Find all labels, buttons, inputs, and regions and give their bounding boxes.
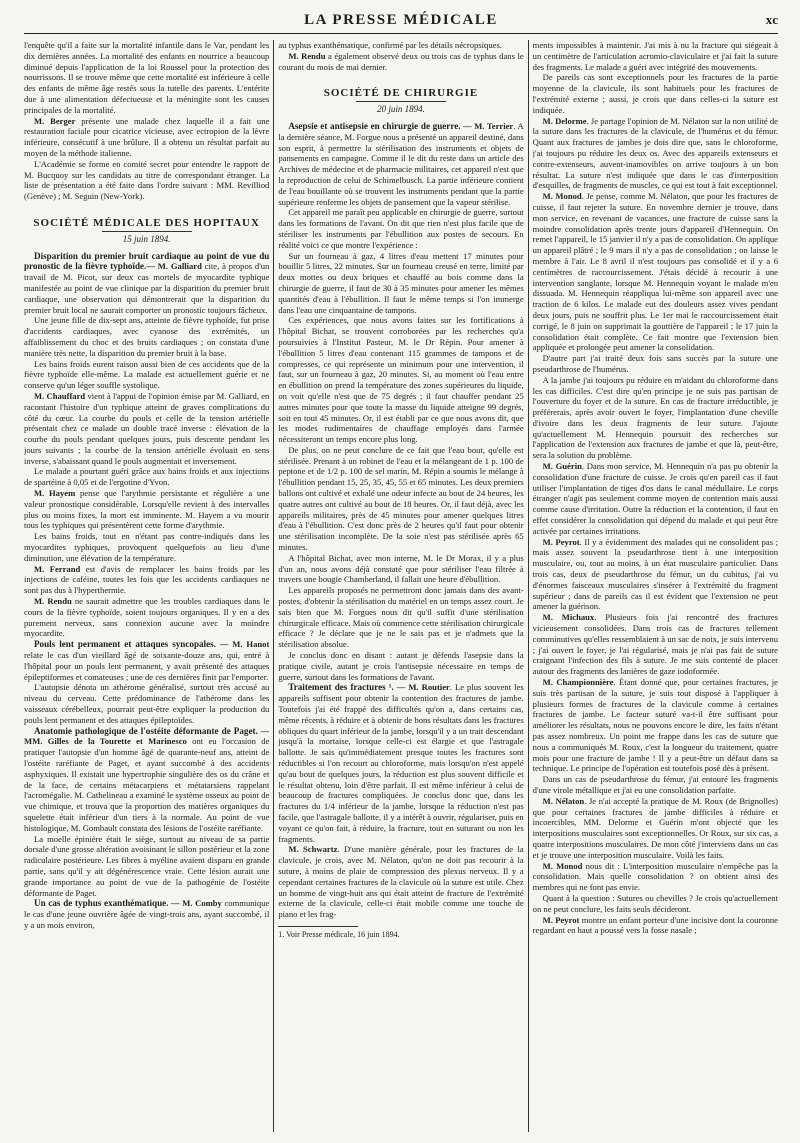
paragraph [533,461,778,537]
paragraph-text: Je conclus donc en disant : autant je défends l'asepsie dans la pratique civile, autant je crois l'antisepsie nécessaire en temps de guerre, surtout dans les formations de l'avant. [278,650,524,682]
paragraph [278,844,523,920]
paragraph [278,51,523,73]
session-date: 20 juin 1894. [377,104,425,115]
paragraph-text: . D'une manière générale, pour les fractures de la clavicule, je crois, avec M. Nélaton, qu'on ne doit pas recourir à la suture, à moins de plaie de compression des plexus nerveux. Il y a cependant certaines fractures de la clavicule où la suture est utile. Chez un homme de vingt-huit ans qui était atteint de fracture de l'extrémité externe de la clavicule, celle-ci était mobile comme une touche de piano et les frag- [278,844,524,920]
paragraph [24,596,269,639]
paragraph-text: Le malade a pourtant guéri grâce aux bains froids et aux injections de spartéine à 0,05 et de l'ergotine d'Yvon. [24,466,270,488]
paragraph-text: L'autopsie dénota un athérome généralisé, surtout très accusé au niveau du cerveau. Cette prédominance de l'athérome dans les vaisseaux cérébelleux, pourrait peut-être expliquer la production du pouls lent permanent et des attaques épileptoïdes. [24,682,270,725]
paragraph [533,72,778,115]
paragraph-text: A l'hôpital Bichat, avec mon interne, M. le Dr Morax, il y a plus d'un an, nous avons déjà constaté que pour stériliser l'eau filtrée à travers une bougie Chamberland, il fallait une heure d'ébullition. [278,552,524,585]
text-columns [24,40,778,1132]
paragraph-text: présente une malade chez laquelle il a fait une restauration faciale pour cicatrice vicieuse, avec ectropion de la lèvre inférieure, consécutif à une brûlure. Il a obtenu un résultat parfait au moyen de la méthode italienne. [24,115,270,158]
speaker-name: M. Chauffard [34,390,86,401]
speaker-name: — M. Comby [168,898,222,909]
journal-title: LA PRESSE MÉDICALE [304,12,498,28]
paragraph-text: vient à l'appui de l'opinion émise par M. Galliard, en racontant l'histoire d'un typhique atteint de graves complications du côté du cœur. La courbe du pouls et celle de la tension artérielle présentait chez ce malade un double tracé inverse : élévation de la courbe du pouls pendant quelques jours, puis descente pendant les jours suivants ; la courbe de la tension artérielle évoluait en sens inverse, s'abaissant quand le pouls augmentait et inversement. [24,390,270,466]
speaker-name: M. Ferrand [34,563,81,574]
paragraph [533,915,778,937]
paragraph [533,191,778,353]
speaker-name: M. Delorme [542,115,587,126]
paragraph [278,650,523,682]
paragraph [533,375,778,461]
paragraph [24,488,269,531]
paragraph [24,564,269,596]
paragraph-text: est d'avis de remplacer les bains froids par les injections de caféine, toutes les fois que les accidents cardiaques ne sont pas dus à l'hyperthermie. [24,563,270,596]
paragraph [278,682,523,844]
paragraph [533,537,778,613]
page-header [24,0,778,34]
paragraph-text: Les bains froids eurent raison aussi bien de ces accidents que de la fièvre typhoïde elle-même. La malade est actuellement guérie et ne conserve qu'un léger souffle systolique. [24,358,270,391]
paragraph-text: Les bains froids, tout en n'étant pas contre-indiqués dans les myocardites typhiques, provoquent quelquefois au lieu d'une diminution, une élévation de la température. [24,531,270,563]
speaker-name: M. Hayem [34,488,76,499]
paragraph [533,677,778,774]
paragraph-text: L'Académie se forme en comité secret pour entendre le rapport de M. Bucquoy sur les candidats au titre de correspondant étranger. La liste de présentation a été faite dans l'ordre suivant : MM. Revilliod (Genève) ; M. Seguin (New-York). [24,158,270,202]
speaker-name: M. Berger [34,115,76,126]
paragraph [533,893,778,915]
footnote-rule [278,926,358,927]
paragraph [278,315,523,445]
speaker-name: M. Monod [542,191,582,202]
paragraph-text: Les appareils proposés ne permettront donc jamais dans des avant-postes, d'obtenir la stérilisation du matériel en un temps assez court. Je sais bien que M. Forgues nous dit qu'il suffit d'une stérilisation chirurgicale efficace. Mais où commence cette stérilisation chirurgicale efficace ? Je déclare que je ne le sais pas et je n'admets que la stérilisation absolue. [278,585,524,650]
speaker-name: M. Championnière [542,677,614,688]
paragraph-text: . Je pense, comme M. Nélaton, que pour les fractures de cuisse, il faut rejeter la suture. En novembre dernier je trouve, dans mon service, en revenant de vacances, une fracture de cuisse sans la moindre consolidation après trente jours d'appareil d'Hennequin. On remet l'appareil, le 15 janvier il n'y a pas de consolidation. On applique un appareil plâtré ; le 9 mars il n'y a pas de consolidation ; on laisse le membre à l'air. Le 8 avril il n'est toujours pas consolidé et il y a 6 centimètres de raccourcissement. J'étais décidé à recourir à une intervention sanglante, lorsque M. Hennequin voyant le malade m'en dissuada. M. Hennequin réappliqua lui-même son appareil avec une traction de 6 kilos. Le malade eut des douleurs assez vives pendant deux jours, puis ne souffrit plus. Le 1er mai le raccourcissement était corrigé, le 8 juin on supprimait la gouttière de l'appareil ; le 17 juin la consolidation était complète. Ce fait montre que l'extension bien appliquée et prolongée peut amener la consolidation. [532,191,778,353]
paragraph-text: . Je n'ai accepté la pratique de M. Roux (de Brignolles) que pour certaines fractures de jambe difficiles à réduire et incoercibles, MM. Delorme et Guérin m'ont objecté que les interpositions musculaires sont exceptionnelles. Or Roux, sur six cas, a quatre interpositions musculaires. De mon côté j'interviens dans un cas et je trouve une interposition musculaire. Voilà les faits. [532,795,778,860]
paragraph-text: Sur un fourneau à gaz, 4 litres d'eau mettent 17 minutes pour bouillir 5 litres, 22 minutes. Sur un fourneau creusé en terre, limité par deux mottes ou deux briques et chauffé au bois comme dans la chirurgie de guerre, il faut de 30 à 35 minutes pour amener les mêmes quantités d'eau à l'ébullition. Il faut le même temps si l'on immerge dans l'eau une cinquantaine de tampons. [278,250,524,315]
paragraph [533,40,778,72]
paragraph-text: . Plusieurs fois j'ai rencontré des fractures vicieusement consolidées. Dans trois cas de fractures tellement comminutives qu'elles ressemblaient à un sac de noix, je suis intervenu ; j'ai ouvert le foyer, je l'ai régularisé, mais je n'ai pas fait de suture craignant l'infection des fils à suture. Je me suis contenté de placer autour des fragments des lanières de gaze iodoformée. [532,612,778,677]
paragraph [24,639,269,682]
paragraph [24,315,269,358]
paragraph [24,116,269,159]
topic-title: Anatomie pathologique de l'ostéite déformante de Paget. [34,725,258,736]
speaker-name: M. Monod [542,860,583,871]
paragraph [24,359,269,391]
paragraph [278,121,523,207]
paragraph-text: pense que l'arythmie persistante et régulière a une valeur pronostique considérable. Lorsqu'elle revient à des intervalles plus ou moins fixes, la mort est imminente. M. Hayem a vu mourir tous les typhiques qui présentèrent cette forme d'arythmie. [24,488,270,531]
paragraph-text: D'autre part j'ai traité deux fois sans succès par la suture une pseudarthrose de l'humérus. [532,353,778,374]
speaker-name: M. Rendu [34,596,72,607]
society-heading-rule [102,231,192,232]
speaker-name: — M. Routier [393,682,450,693]
speaker-name: — M. Hanot [215,639,270,650]
paragraph [24,726,269,834]
paragraph-text: . Je partage l'opinion de M. Nélaton sur la non utilité de la suture dans les fractures de la clavicule, de l'humérus et du fémur. Quant aux fractures de jambes je dois dire que, sans le chloroforme, j'ai toujours pu réduire les deux os. Avec des appareils extenseurs et contre-extenseurs, auvent-inamovibles on arrive toujours à un bon résultat. La suture n'est indiquée que dans le cas d'interposition d'esquilles, de fragments de muscles, ce qui est tout à fait exceptionnel. [532,115,778,191]
society-heading-rule [356,101,446,102]
paragraph [533,796,778,861]
paragraph [24,466,269,488]
topic-title: Un cas de typhus exanthématique. [34,898,169,909]
session-date: 15 juin 1894. [122,233,171,244]
paragraph-text: . Il y a évidemment des malades qui ne consolident pas ; mais assez souvent la pseudarthrose tient à une interposition musculaire, ou, tout au moins, à un état musculaire particulier. Dans trois cas, deux de pseudarthrose du fémur, un du cubitus, j'ai vu d'énormes faisceaux musculaires s'insérer à l'extrémité du fragment supérieur ; dans de pareils cas il est évident que l'extension ne peut amener la guérison. [532,536,778,612]
paragraph-text: Cet appareil me paraît peu applicable en chirurgie de guerre, surtout dans les formations de l'avant. On dit que rien n'est plus facile que de stériliser les instruments par l'ébullition aux postes de secours. En réalité voici ce que montre l'expérience : [278,207,524,250]
paragraph [278,207,523,250]
paragraph [278,445,523,553]
paragraph [24,159,269,202]
speaker-name: M. Nélaton [542,795,585,806]
paragraph-text: l'enquête qu'il a faite sur la mortalité infantile dans le Var, pendant les dix dernières années. La mortalité des enfants en nourrice a beaucoup diminué depuis l'application de la loi Roussel pour la protection des nourrissons. Il se trouve même que cette mortalité est inférieure à celle des enfants de même âge restés sous la tutelle des parents. L'entérite due à une alimentation défectueuse et la méningite sont les causes principales de la mortalité. [24,40,270,115]
page-number: xc [765,12,778,27]
speaker-name: M. Schwartz [288,844,338,855]
paragraph-text: relate le cas d'un vieillard âgé de soixante-douze ans, qui, entré à l'hôpital pour un pouls lent permanent, y avait présenté des attaques épileptiformes et comateuses ; une de ces dernières finit par l'emporter. [24,650,270,682]
paragraph-text: montre un enfant porteur d'une incisive dont la couronne regardant en haut a poussé vers la fosse nasale ; [532,914,778,936]
paragraph [24,391,269,467]
paragraph [278,585,523,650]
paragraph-text: au typhus exanthématique, confirmé par les détails nécropsiques. [278,40,502,50]
paragraph-text: A la jambe j'ai toujours pu réduire en m'aidant du chloroforme dans les cas difficiles. C'est dire qu'en principe je ne suis pas partisan de l'ouverture du foyer et de la suture. En cas de fracture irréductible, je préférerais, après avoir ouvert le foyer, l'implantation d'une cheville d'ivoire dans les deux fragments de leur suture. J'ajoute qu'actuellement M. Hennequin poursuit des recherches sur l'application de l'extension aux fractures de jambe et que là, peut-être, sera la solution du problème. [532,374,778,461]
speaker-name: — MM. Gilles de la Tourette et Marinesco [24,725,270,747]
paragraph-text: Dans un cas de pseudarthrose du fémur, j'ai entouré les fragments d'une virole métallique et j'ai eu une consolidation parfaite. [532,774,778,795]
paragraph-text: ont eu l'occasion de pratiquer l'autopsie d'un homme âgé de quarante-neuf ans, atteint de l'ostéite raréfiante de Paget, et ayant succombé à des accidents asphyxiques. Il existait une hypertrophie singulière des os du crâne et de la face, de certains métacarpiens et métatarsiens rappelant l'acromégalie. M. Cathelineau a examiné le système osseux au point de vue chimique, et trouva que la proportion des matières organiques du squelette était inférieur d'un tiers à la normale. Au point de vue histologique, M. Gombault constata des lésions de l'ostéite raréfiante. [24,736,270,833]
speaker-name: — M. Terrier [460,120,514,131]
paragraph [278,553,523,585]
paragraph-text: . Dans mon service, M. Hennequin n'a pas pu obtenir la consolidation d'une fracture de cuisse. Je crois qu'en pareil cas il faut utiliser l'implantation de tiges d'os dans le canal médullaire. Le corps étranger n'agit pas seulement comme moyen de contention mais aussi comme cause d'irritation. Outre la réduction et la contention, il faut en effet considérer la consolidation qui dépend du malade et qui peut être activée par certaines irritations. [532,461,778,536]
society-heading: SOCIÉTÉ DE CHIRURGIE [323,87,479,100]
paragraph-text: Quant à la question : Sutures ou chevilles ? Je crois qu'actuellement on ne peut conclure, les faits seuls décideront. [532,892,778,914]
paragraph-text: De pareils cas sont exceptionnels pour les fractures de la partie moyenne de la clavicule, ils sont habituels pour les fractures de l'extrémité externe ; aussi, je crois que dans celles-ci la suture est indiquée. [532,72,778,115]
topic-title: Traitement des fractures ¹. [288,682,394,693]
paragraph [24,834,269,899]
paragraph-text: Ces expériences, que nous avons faites sur les fortifications à l'hôpital Bichat, se trouvent corroborées par les recherches qu'a poursuivies à l'Institut Pasteur, M. le Dr Répin. Pour amener à l'ébullition 5 litres d'eau contenant 115 grammes de tampons et de compresses, ce qui représente un minimum pour une intervention, il faut, sur un fourneau à gaz, 20 minutes. Si, au moment où l'eau entre en ébullition on prend la température des zones supérieures du liquide, on voit qu'elle n'est que de 75 degrés ; il faut chauffer pendant 25 autres minutes pour que toute la masse du liquide atteigne 99 degrés, soit en tout 45 minutes. Or, il est établi par ce que nous avons dit, que les modes rudimentaires de chauffage employés dans l'armée nécessiteront un temps encore plus long. [278,315,524,445]
paragraph-text: La moelle épinière était le siège, surtout au niveau de sa partie dorsale d'une grosse altération avoisinant le sillon postérieur et la zone radiculaire postérieure. Les fibres à myéline avaient disparu en grande partie, sans qu'il y ait dégénérescence vraie. Cette lésion aurait une grande importance au point de vue de la pathogénie de l'ostéite déformante de Paget. [24,833,270,898]
paragraph-text: ne saurait admettre que les troubles cardiaques dans le cours de la fièvre typhoïde, soient toujours organiques. Il y en a des purement nerveux, sans connexion aucune avec la moindre myocardite. [24,596,270,639]
paragraph [278,40,523,51]
paragraph [278,251,523,316]
paragraph [24,531,269,563]
paragraph-text: cite, à propos d'un travail de M. Picot, sur deux cas mortels de myocardite typhique manifestée au point de vue clinique par la disparition du premier bruit cardiaque, une observation qui démontrerait que la disparition du premier bruit local ne saurait comporter un pronostic toujours fâcheux. [24,261,270,315]
topic-title: Asepsie et antisepsie en chirurgie de guerre. [288,120,461,131]
paragraph-text: . Étant donné que, pour certaines fractures, je suis très partisan de la suture, je suis tout disposé à l'appliquer à plusieurs formes de fractures de la clavicule comme à certaines fractures de jambe. Le facteur suturé va-t-il être suffisant pour améliorer les résultats, nous ne pouvons encore le dire, les faits n'étant pas assez nombreux. Un point me frappe dans les cas de suture que nous a communiqués M. Roux, c'est la longueur du traitement, quatre mois pour une fracture de jambe ! Il y a peut-être un défaut dans sa technique. Le principe de l'opération est toutefois posé dès à présent. [532,677,778,774]
column-1 [24,40,269,1132]
paragraph-text: . Le plus souvent les appareils suffisent pour obtenir la contention des fractures de jambe. Toutefois j'ai été frappé des difficultés qu'on a, dans certains cas, même récents, à réduire et à obtenir de bons résultats dans les fractures obliques du quart inférieur de la jambe, lorsqu'il y a un trait descendant jusqu'à la mortaise, lorsque celle-ci est élargie et que l'astragale ballotte. Je sais qu'immédiatement presque toutes les fractures sont réductibles si l'on recourt au chloroforme, mais lorsqu'on n'est appelé qu'au bout de quelques jours, la réduction est plus souvent difficile et le résultat obtenu, loin d'être parfait. Il est même inférieur à celui de beaucoup de fractures compliquées. Je conclus donc que, dans les fractures du 1/4 inférieur de la jambe, lorsque la réduction n'est pas facile, que l'astragale ballotte, il y a intérêt à ouvrir, régulariser, puis en voyant ce qu'on fait, à réduire, la fracture, tout en suturant ou non les fragments. [278,682,524,844]
speaker-name: M. Peyrot [542,914,580,925]
paragraph [533,116,778,192]
paragraph-text: nous dit : L'interposition musculaire n'empêche pas la consolidation. Mais quelle consolidation ? on obtient ainsi des membres qui ne font pas envie. [532,860,778,893]
speaker-name: M. Guérin [542,461,582,472]
paragraph [24,251,269,316]
paragraph [533,774,778,796]
paragraph [533,861,778,893]
paragraph-text: . A la dernière séance, M. Forgue nous a présenté un appareil destiné, dans son esprit, à permettre la stérilisation des instruments et objets de pansements en campagne. Comme il le dit du reste dans un article des Archives de médecine et de pharmacie militaires, cet appareil n'est que la reproduction de celui de Schimelbusch. La partie inférieure contient de l'eau bouillante où se trouvent les instruments pendant que la partie supérieure renferme les objets de pansement que la vapeur stérilise. [278,120,524,207]
column-divider [528,40,529,1132]
paragraph-text: De plus, on ne peut conclure de ce fait que l'eau bout, qu'elle est stérilisée. Prenant à un robinet de l'eau et la mélangeant de 1 p. 100 de peptone et de 1/2 p. 100 de sel marin, M. Répin a soumis le mélange à l'ébullition pendant 15, 25, 35, 45, 55 et 65 minutes. Les deux premiers ballons ont cultivé et exhalé une odeur infecte au bout de 24 heures, les quatre autres ont cultivé au bout de 18 heures. Or, il faut déjà, avec les appareils militaires, près de 45 minutes pour amener quelques litres d'eau à l'ébullition. C'est donc près de 2 heures qu'il faut pour obtenir une stérilisation incomplète. De la soie n'est pas stérilisée après 65 minutes. [278,444,524,553]
paragraph [533,353,778,375]
paragraph-text: ments impossibles à maintenir. J'ai mis à nu la fracture qui siégeait à un centimètre de l'articulation acromio-claviculaire et j'ai fait la suture des fragments. Le malade a guéri avec intégrité des mouvements. [532,40,778,72]
footnote: 1. Voir Presse médicale, 16 juin 1894. [278,929,400,939]
topic-title: Pouls lent permanent et attaques syncopales. [34,639,216,650]
society-heading: SOCIÉTÉ MÉDICALE DES HOPITAUX [33,216,260,229]
column-2 [278,40,523,1132]
paragraph-text: a également observé deux ou trois cas de typhus dans le courant du mois de mai dernier. [278,50,524,72]
column-divider [273,40,274,1132]
speaker-name: — M. Galliard [146,261,202,272]
speaker-name: M. Michaux [542,612,595,623]
paragraph [24,40,269,116]
paragraph-text: Une jeune fille de dix-sept ans, atteinte de fièvre typhoïde, fut prise d'accidents cardiaques, avec cyanose des extrémités, un affaiblissement du choc et des bruits cardiaques ; on constata d'une manière très nette, la disparition du premier bruit à la base. [24,315,270,358]
paragraph [24,682,269,725]
column-3 [533,40,778,1132]
paragraph [533,612,778,677]
paragraph-text: communique le cas d'une jeune ouvrière âgée de vingt-trois ans, ayant succombé, il y a un mois environ, [24,898,270,930]
speaker-name: M. Peyrot [542,536,580,547]
speaker-name: M. Rendu [288,50,326,61]
paragraph [24,898,269,930]
topic-title: Disparition du premier bruit cardiaque au point de vue du pronostic de la fièvre typhoïde. [24,250,270,272]
